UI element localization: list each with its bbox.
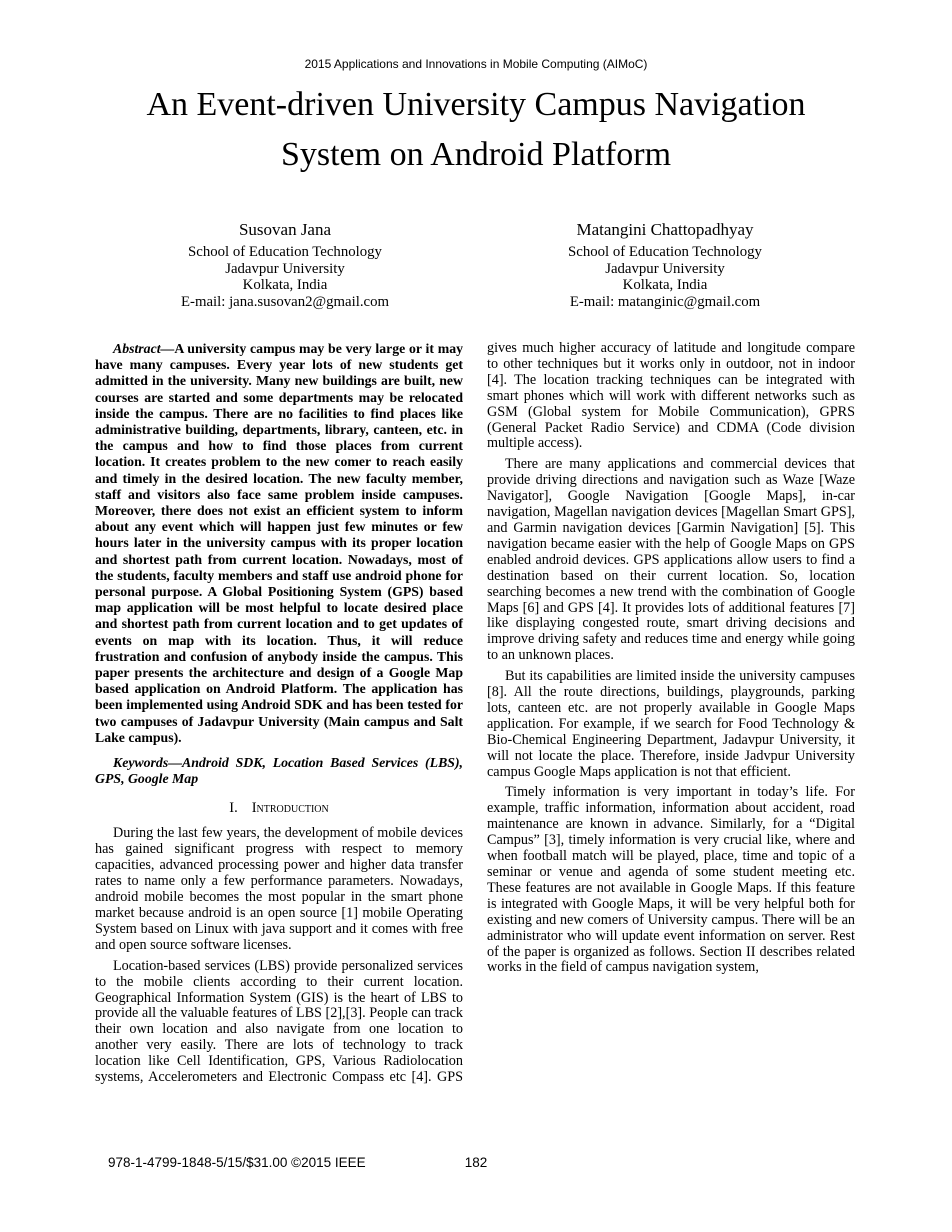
conference-header: 2015 Applications and Innovations in Mobile Computing (AIMoC) bbox=[304, 57, 648, 71]
section-title: Introduction bbox=[251, 800, 329, 817]
author-location: Kolkata, India bbox=[622, 277, 708, 294]
author-name: Matangini Chattopadhyay bbox=[576, 220, 754, 239]
author-email: E-mail: matanginic@gmail.com bbox=[569, 293, 761, 310]
author-block-2 bbox=[475, 220, 855, 310]
author-name: Susovan Jana bbox=[238, 220, 332, 239]
introduction-paragraph-4: But its capabilities are limited inside the university campuses [8]. All the route directions, buildings, playgrounds, parking lots, canteen etc. are not properly available in Google Maps application. For example, if we search for Food Technology & Bio-Chemical Engineering Department, Jadavpur University, it will not locate the place. Therefore, inside Jadvpur University campus Google Maps application is not that efficient. bbox=[487, 668, 855, 780]
page-number: 182 bbox=[464, 1155, 488, 1170]
keywords-label: Keywords— bbox=[113, 755, 182, 771]
paper-body-columns bbox=[95, 341, 855, 1093]
author-blocks-row bbox=[95, 220, 855, 310]
author-department: School of Education Technology bbox=[188, 244, 382, 260]
author-email: E-mail: jana.susovan2@gmail.com bbox=[181, 293, 389, 310]
paper-title bbox=[0, 80, 952, 180]
keywords-text: Android SDK, Location Based Services (LBS), GPS, Google Map bbox=[95, 755, 463, 787]
author-department: School of Education Technology bbox=[568, 244, 762, 260]
abstract-paragraph bbox=[95, 341, 463, 746]
author-location: Kolkata, India bbox=[242, 277, 328, 294]
introduction-paragraph-2: Location-based services (LBS) provide personalized services to the mobile clients according to their current location. Geographical Information System (GIS) is the heart of LBS to provide all the valuable features of LBS [2],[3]. People can track their own location and also navigate from one location to another very easily. There are lots of technology to track location like Cell Identification, GPS, Various Radiolocation systems, Accelerometers and Electronic Compass etc [4]. GPS gives much higher accuracy of latitude and longitude compare to other techniques but it works only in outdoor, not in indoor [4]. The location tracking techniques can be integrated with smart phones which will work with different networks such as GSM (Global system for Mobile Communication), GPRS (General Packet Radio Service) and CDMA (Code division multiple access). bbox=[95, 341, 855, 1086]
author-university: Jadavpur University bbox=[605, 260, 725, 277]
introduction-paragraph-1: During the last few years, the development of mobile devices has gained significant progress with respect to memory capacities, advanced processing power and higher data transfer rates to name only a few performance parameters. Nowadays, android mobile becomes the most popular in the smart phone market because android is an open source [1] mobile Operating System based on Linux with java support and it comes with free and open source software licenses. bbox=[95, 825, 463, 953]
author-block-1 bbox=[95, 220, 475, 310]
introduction-paragraph-3: There are many applications and commercial devices that provide driving directions and navigation such as Waze [Waze Navigator], Google Navigation [Google Maps], in-car navigation, Magellan navigation devices [Magellan Smart GPS], and Garmin navigation devices [Garmin Navigation] [5]. This navigation became easier with the help of Google Maps on GPS enabled android devices. GPS applications allow users to find a destination based on their current location. So, location searching becomes a new trend with the combination of Google Maps [6] and GPS [4]. It provides lots of additional features [7] like displaying congested route, smart driving decisions and improve driving safety and reduces time and energy while going to an unknown places. bbox=[487, 456, 855, 664]
paper-title-line1: An Event-driven University Campus Navigation bbox=[146, 86, 806, 123]
section-heading-introduction bbox=[95, 800, 463, 817]
abstract-text: A university campus may be very large or it may have many campuses. Every year lots of new students get admitted in the university. Many new buildings are built, new courses are started and some departments may be relocated inside the campus. There are no facilities to find places like administrative building, departments, library, canteen, etc. in the campus and how to find those places from current location. It creates problem to the new comer to reach easily and timely in the desired location. The new faculty member, staff and visitors also face same problem inside campuses. Moreover, there does not exist an efficient system to inform about any event which will happen just few minutes or few hours later in the university campus with its proper location and shortest path from current location. Nowadays, most of the students, faculty members and staff use android phone for personal purpose. A Global Positioning System (GPS) based map application will be most helpful to locate desired place and shortest path from current location and to get updates of events on map with its location. Thus, it will reduce frustration and confusion of anybody inside the campus. This paper presents the architecture and design of a Google Map based application on Android Platform. The application has been implemented using Android SDK and has been tested for two campuses of Jadavpur University (Main campus and Salt Lake campus). bbox=[95, 341, 463, 745]
author-university: Jadavpur University bbox=[225, 260, 345, 277]
section-number: I. bbox=[229, 800, 238, 817]
introduction-paragraph-5: Timely information is very important in today’s life. For example, traffic information, information about accident, road maintenance are known in advance. Similarly, for a “Digital Campus” [3], timely information is very crucial like, where and when football match will be played, place, time and topic of a seminar or venue and agenda of some student meeting etc. These features are not available in Google Maps. If this feature is integrated with Google Maps, it will be very helpful both for existing and new comers of University campus. There will be an administrator who will update event information on server. Rest of the paper is organized as follows. Section II describes related works in the field of campus navigation system, bbox=[487, 784, 855, 976]
abstract-label: Abstract— bbox=[113, 341, 175, 356]
copyright-notice: 978-1-4799-1848-5/15/$31.00 ©2015 IEEE bbox=[108, 1155, 366, 1170]
paper-title-line2: System on Android Platform bbox=[280, 136, 672, 173]
keywords-paragraph bbox=[95, 755, 463, 787]
